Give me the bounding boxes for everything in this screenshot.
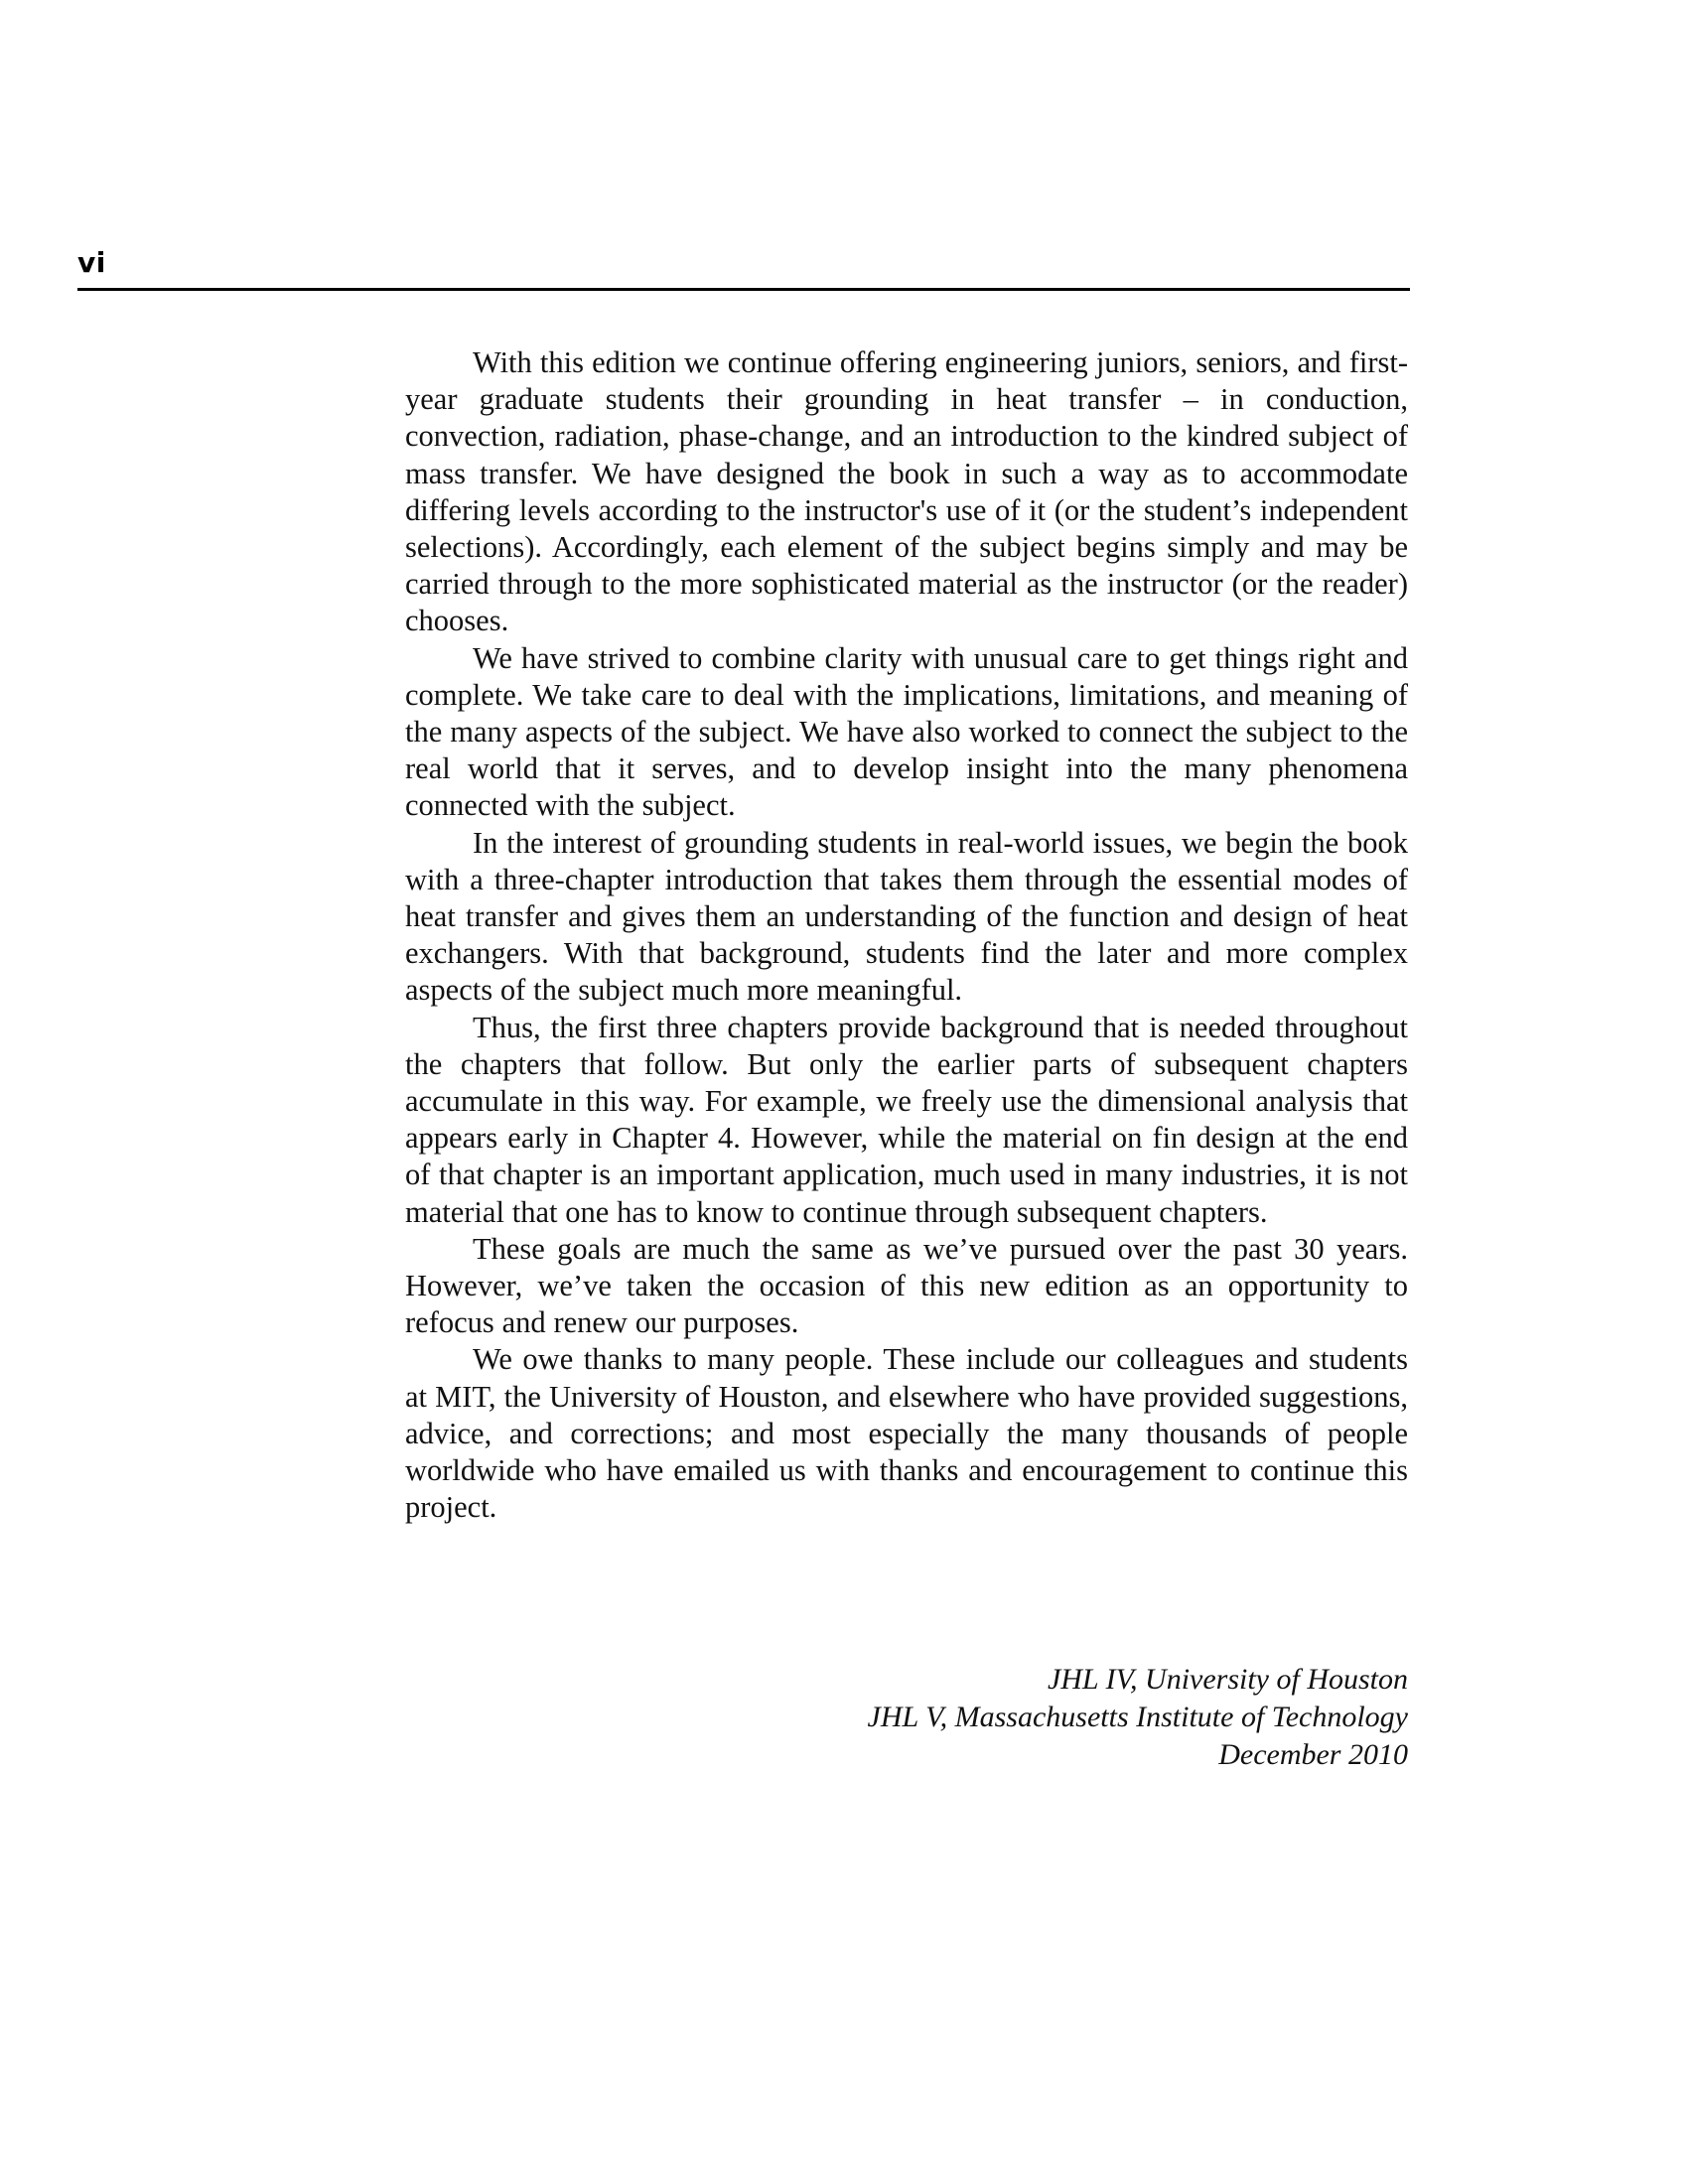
paragraph: In the interest of grounding students in real-world issues, we begin the book with a three-chapter introduction that takes them through the essential modes of heat transfer and gives them an understanding of the function and design of heat exchangers. With that background, students find the later and more complex aspects of the subject much more meaningful. xyxy=(405,825,1408,1008)
signature-line-author-2: JHL V, Massachusetts Institute of Technology xyxy=(867,1701,1408,1733)
paragraph: With this edition we continue offering engineering juniors, seniors, and first-year graduate students their grounding in heat transfer – in conduction, convection, radiation, phase-change, and an introduction to the kindred subject of mass transfer. We have designed the book in such a way as to accommodate differing levels according to the instructor's use of it (or the student’s independent selections). Accordingly, each element of the subject begins simply and may be carried through to the more sophisticated material as the instructor (or the reader) chooses. xyxy=(405,345,1408,638)
signature-line-author-1: JHL IV, University of Houston xyxy=(1047,1663,1408,1696)
paragraph: Thus, the first three chapters provide background that is needed throughout the chapters that follow. But only the earlier parts of subsequent chapters accumulate in this way. For example, we freely use the dimensional analysis that appears early in Chapter 4. However, while the material on fin design at the end of that chapter is an important application, much used in many industries, it is not material that one has to know to continue through subsequent chapters. xyxy=(405,1010,1408,1229)
paragraph: These goals are much the same as we’ve pursued over the past 30 years. However, we’ve taken the occasion of this new edition as an opportunity to refocus and renew our purposes. xyxy=(405,1231,1408,1340)
body-text-block xyxy=(405,344,1408,1527)
signature-block xyxy=(405,1661,1408,1774)
signature-line-date: December 2010 xyxy=(1218,1738,1408,1771)
running-head xyxy=(77,246,1412,291)
header-rule xyxy=(77,288,1410,291)
paragraph: We owe thanks to many people. These include our colleagues and students at MIT, the University of Houston, and elsewhere who have provided suggestions, advice, and corrections; and most especially the many thousands of people worldwide who have emailed us with thanks and encouragement to continue this project. xyxy=(405,1342,1408,1525)
page-number: vi xyxy=(77,246,106,279)
paragraph: We have strived to combine clarity with unusual care to get things right and complete. We take care to deal with the implications, limitations, and meaning of the many aspects of the subject. We have also worked to connect the subject to the real world that it serves, and to develop insight into the many phenomena connected with the subject. xyxy=(405,640,1408,823)
